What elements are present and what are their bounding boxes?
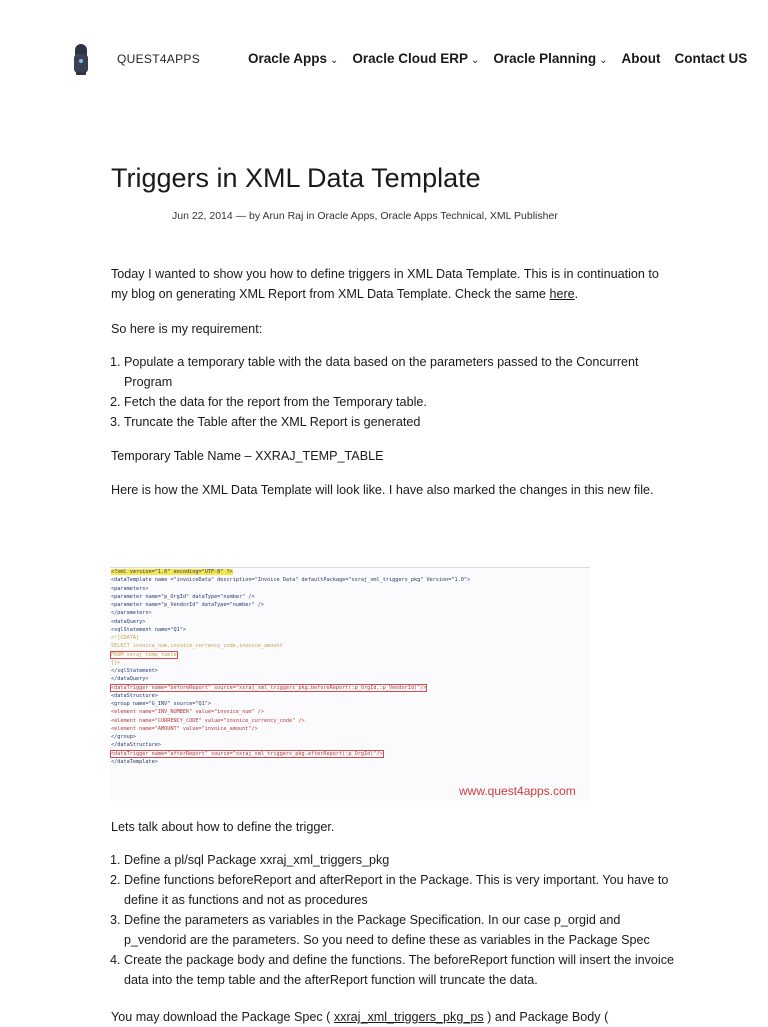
code-line-text: <dataTrigger name="beforeReport" source="xxraj_xml_triggers_pkg.beforeReport(:p_OrgId,:p_VendorId)"/> [111,684,427,691]
image-watermark: www.quest4apps.com [459,784,576,798]
code-line: <group name="G_INV" source="Q1"> [111,701,211,707]
post-meta [172,210,558,222]
intro-paragraph [111,264,671,304]
code-line [110,750,590,758]
download-paragraph [111,1007,608,1027]
chevron-down-icon: ⌄ [470,55,480,66]
code-line: ]]> [111,659,121,666]
main-nav [248,51,761,66]
list-item: 2. Define functions beforeReport and afterReport in the Package. This is very important. You have to define it as functions and not as procedures [124,870,684,910]
site-name[interactable]: QUEST4APPS [117,52,201,66]
intro-text: Today I wanted to show you how to define triggers in XML Data Template. This is in continuation to my blog on generating XML Report from XML Data Template. Check the same [111,267,659,301]
code-line [110,568,590,576]
nav-item-oracle-cloud-erp[interactable] [352,51,479,66]
category-links[interactable]: Oracle Apps, Oracle Apps Technical, XML Publisher [317,210,558,222]
code-line: SELECT invoice_num,invoice_currency_code,invoice_amount [111,643,283,650]
xml-template-image [110,567,590,801]
nav-item-contact-us[interactable]: Contact US [674,51,748,66]
post-date-link[interactable]: Jun 22, 2014 [172,210,233,222]
code-line: </sqlStatement> [111,668,158,674]
code-line: <dataQuery> [111,618,146,625]
code-line-text: FROM xxraj_temp_table [111,651,177,658]
here-link[interactable]: here [549,287,575,301]
code-line: <parameters> [111,585,149,592]
meta-in: in [303,210,318,222]
list-item: 3. Truncate the Table after the XML Report is generated [124,412,684,432]
temp-table-paragraph: Temporary Table Name – XXRAJ_TEMP_TABLE [111,449,384,463]
code-line: </parameters> [111,610,152,617]
chevron-down-icon: ⌄ [599,55,608,66]
chevron-down-icon: ⌄ [330,55,339,66]
requirements-list [111,352,684,432]
list-item: 2. Fetch the data for the report from the Temporary table. [124,392,684,412]
nav-label: Oracle Apps [248,51,328,66]
code-line: <element name="AMOUNT" value="invoice_amount"/> [111,725,258,732]
site-header [0,0,768,120]
code-line-text: <dataTemplate name ="invoiceData" description="Invoice Data" defaultPackage="xxraj_xml_triggers_pkg" Version="1.0"> [111,577,471,584]
package-spec-link[interactable]: xxraj_xml_triggers_pkg_ps [333,1010,484,1024]
code-line: <![CDATA[ [111,635,140,641]
download-prefix: You may download the Package Spec ( [111,1010,334,1024]
intro-end: . [574,287,579,301]
list-item: 1. Populate a temporary table with the data based on the parameters passed to the Concurrent Program [124,352,684,392]
download-suffix: ) and Package Body ( [483,1010,609,1024]
code-line: </dataQuery> [111,676,149,683]
code-line: </dataStructure> [111,742,161,749]
trigger-heading: Lets talk about how to define the trigger. [111,820,335,834]
code-line: <parameter name="p_OrgId" dataType="number" /> [111,593,255,600]
template-intro-paragraph: Here is how the XML Data Template will look like. I have also marked the changes in this new file. [111,483,654,497]
list-item: 4. Create the package body and define the functions. The beforeReport function will insert the invoice data into the temp table and the afterReport function will truncate the data. [124,950,684,990]
requirement-heading: So here is my requirement: [111,322,263,336]
code-line [110,576,590,584]
nav-label: Oracle Cloud ERP [352,51,468,66]
list-item: 1. Define a pl/sql Package xxraj_xml_triggers_pkg [124,850,684,870]
code-line: </group> [111,734,136,740]
code-line [110,684,590,692]
code-line-text: <dataTrigger name="afterReport" source="xxraj_xml_triggers_pkg.afterReport(:p_OrgId)"/> [111,750,383,757]
code-line: <parameter name="p_VendorId" dataType="number" /> [111,602,265,608]
code-line: <dataStructure> [111,692,158,699]
nav-item-oracle-apps[interactable] [248,51,338,66]
code-line: <sqlStatement name="Q1"> [111,626,186,633]
code-line: <element name="INV_NUMBER" value="invoice_num" /> [111,709,265,716]
code-line: <element name="CURRENCY_CODE" value="invoice_currency_code" /> [111,717,305,724]
code-line [110,651,590,659]
page-title: Triggers in XML Data Template [111,163,481,193]
site-logo-icon[interactable] [73,44,89,76]
nav-label: Oracle Planning [493,51,597,66]
code-line-text: <?xml version="1.0" encoding="UTF-8" ?> [111,569,233,575]
nav-item-about[interactable]: About [621,51,661,66]
nav-item-oracle-planning[interactable] [493,51,607,66]
code-line: </dataTemplate> [111,758,158,765]
list-item: 3. Define the parameters as variables in the Package Specification. In our case p_orgid and p_vendorid are the parameters. So you need to define these as variables in the Package Spec [124,910,684,950]
meta-separator: — by [232,210,263,222]
author-link[interactable]: Arun Raj [262,210,304,222]
steps-list [111,850,684,990]
